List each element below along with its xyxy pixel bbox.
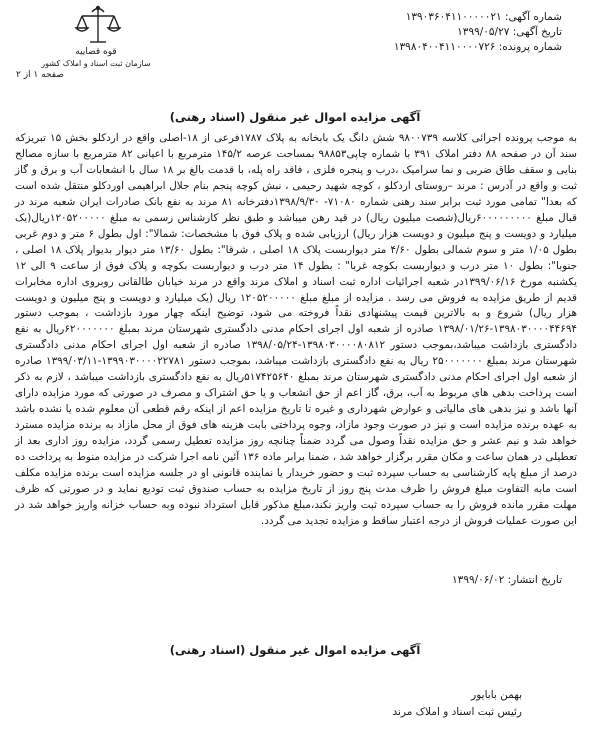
notice-number: شماره آگهی: ۱۳۹۰۳۶۰۴۱۱۰۰۰۰۰۲۱: [405, 11, 562, 23]
notice-date: تاریخ آگهی: ۱۳۹۹/۰۵/۲۷: [457, 26, 562, 38]
publish-date: تاریخ انتشار: ۱۳۹۹/۰۶/۰۲: [452, 574, 562, 586]
notice-body: به موجب پرونده اجرائی کلاسه ۹۸۰۰۷۳۹ شش دانگ یک بابخانه به پلاک ۱۷۸۷فرعی از ۱۸-اصلی واقع در اردکلو بخش ۱۵ تبریزکه سند آن در صفحه ۸۸ دفتر املاک ۳۹۱ با شماره چاپی۹۸۸۵۳ بمساحت عرصه ۱۴۵/۲ مترمربع با اعیانی ۸۲ مترمربع با سازه مصالح بنایی و سقف طاق ضربی و نما سرامیک ،درب و پنجره فلزی ، فاقد راه پله، با قدمت بالغ بر ۱۸ سال با انشعابات آب و برق و گاز ثبت و واقع در آدرس : مرند –روستای اردکلو ، کوچه شهید رحیمی ، نبش کوچه پنجم بنام جلال ابراهیمی اوردکلو منتقل شده است که بعدا" تمامی مورد ثبت برابر سند رهنی شماره ۷۱۰۸۰- ۱۳۹۸/۹/۳۰دفترخانه ۸۱ مرند به نفع بانک صادرات ایران شعبه مرند در قبال مبلغ ۶۰۰۰۰۰۰۰۰۰ریال(شصت میلیون ریال) در قید رهن میباشد و طبق نظر کارشناس رسمی به مبلغ ۱۲۰۵۲۰۰۰۰۰ریال(یک میلیارد و دویست و پنج میلیون و دویست هزار ریال) ارزیابی شده و پلاک فوق با مشخصات: شمالا": اول بطول ۶ متر و دوم غربی بطول ۱/۰۵ متر و سوم شمالی بطول ۴/۶۰ متر دیواربست پلاک ۱۸ اصلی ، شرقا": بطول ۱۳/۶۰ متر دیوار بدیوار پلاک ۱۸ اصلی ، جنوبا": بطول ۱۰ متر درب و دیواربست بکوچه غربا" : بطول ۱۴ متر درب و دیواربست بکوچه و پلاک فوق از ساعت ۹ الی ۱۲ یکشنبه مورخ ۱۳۹۹/۰۶/۱۶در شعبه اجرائیات اداره ثبت اسناد و املاک مرند واقع در مرند خیابان طالقانی روبروی اداره مخابرات قدیم از طریق مزایده به فروش می رسد . مزایده از مبلغ مبلغ ۱۲۰۵۲۰۰۰۰۰ ریال (یک میلیارد و دویست و پنج میلیون و دویست هزار ریال) شروع و به بالاترین قیمت پیشنهادی نقداً فروخته می شود، توضیح اینکه چهار مورد بازداشت ، بموجب دستور ۱۳۹۸۰۳۰۰۰۰۴۴۶۹۴-۱۳۹۸/۰۱/۲۶ صادره از شعبه اول اجرای احکام مدنی دادگستری شهرستان مرند بمبلغ ۶۲۰۰۰۰۰۰۰ریال به نفع دادگستری بازداشت میباشد،بموجب دستور ۱۳۹۸۰۳۰۰۰۰۸۰۸۱۲-۱۳۹۸/۰۵/۲۴ صادره از شعبه اول اجرای احکام مدنی دادگستری شهرستان مرند بمبلغ ۲۵۰۰۰۰۰۰۰ ریال به نفع دادگستری بازداشت میباشد، بموجب دستور ۱۳۹۹۰۳۰۰۰۰۲۲۷۸۱-۱۳۹۹/۰۳/۱۱ صادره از شعبه اول اجرای احکام مدنی دادگستری شهرستان مرند بمبلغ ۵۱۷۴۲۵۶۴۰ریال به نفع دادگستری بازداشت میباشد ، لازم به ذکر است پرداخت بدهی های مربوط به آب، برق، گاز اعم از حق انشعاب و یا حق اشتراک و مصرف در صورتی که مورد مزایده دارای آنها باشد و نیز بدهی های مالیاتی و عوارض شهرداری و غیره تا تاریخ مزایده اعم از اینکه رقم قطعی آن معلوم شده یا نشده باشد به عهده برنده مزایده است و نیز در صورت وجود مازاد، وجوه پرداختی بابت هزینه های فوق از محل مازاد به برنده مزایده مسترد خواهد شد و نیم عشر و حق مزایده نقداً وصول می گردد ضمناً چنانچه روز مزایده تعطیل رسمی گردد، مزایده روز اداری بعد از تعطیلی در همان ساعت و مکان مقرر برگزار خواهد شد ، ضمنا برابر ماده ۱۳۶ آئین نامه اجرا شرکت در مزایده منوط به پرداخت ده درصد از مبلغ پایه کارشناسی به حساب سپرده ثبت و حضور خریدار یا نماینده قانونی او در جلسه مزایده است برنده مزایده مکلف است مابه التفاوت مبلغ فروش را ظرف مدت پنج روز از تاریخ مزایده به حساب صندوق ثبت تودیع نماید و در صورتی که ظرف مهلت مقرر مانده فروش را به حساب سپرده ثبت واریز نکند،مبلغ مذکور قابل استرداد نبوده وبه حساب خزانه واریز خواهد شد در این صورت عملیات فروش از درجه اعتبار ساقط و مزایده تجدید می گردد.: [15, 132, 578, 527]
signatory-name: بهمن بابایور: [471, 689, 522, 701]
judiciary-emblem-icon: [50, 4, 146, 80]
org-subtitle: سازمان ثبت اسناد و املاک کشور: [41, 59, 151, 68]
document-title: آگهی مزایده اموال غیر منقول (اسناد رهنی): [169, 110, 421, 124]
signatory-position: رئیس ثبت اسناد و املاک مرند: [392, 706, 522, 718]
notice-meta: [332, 10, 562, 55]
page-number: صفحه ۱ از ۲: [16, 70, 64, 80]
footer-title: آگهی مزایده اموال غیر منقول (اسناد رهنی): [169, 643, 421, 657]
org-name: قوه قضاییه: [75, 47, 117, 57]
case-number: شماره پرونده: ۱۳۹۸۰۴۰۰۴۱۱۰۰۰۰۷۲۶: [393, 41, 562, 53]
